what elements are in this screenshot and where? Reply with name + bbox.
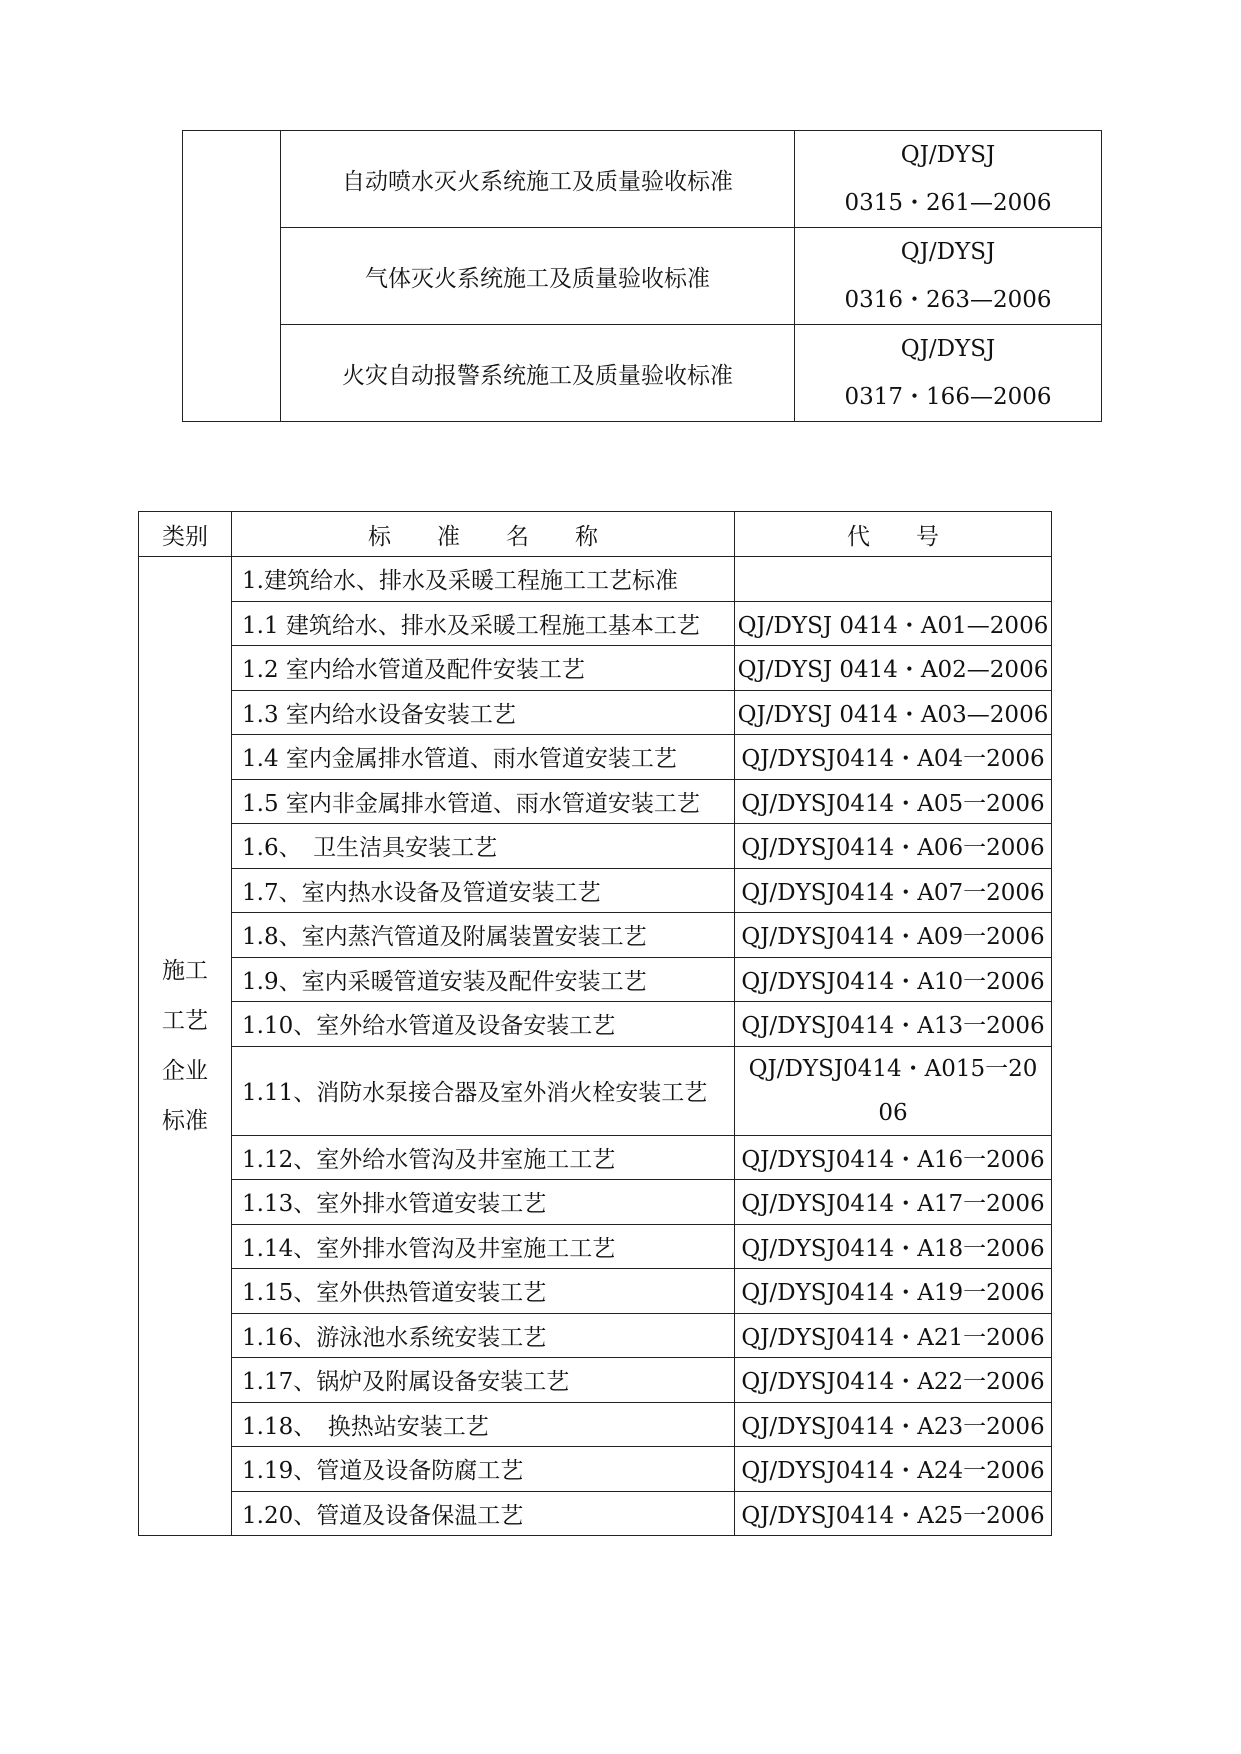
standard-name: 1.3 室内给水设备安装工艺 — [232, 690, 735, 735]
standard-code: QJ/DYSJ0414・A04一2006 — [735, 735, 1052, 780]
standard-code-line1: QJ/DYSJ — [900, 239, 996, 265]
table-row — [139, 1402, 1052, 1447]
standard-code: QJ/DYSJ0414・A22一2006 — [735, 1358, 1052, 1403]
standard-code — [795, 131, 1102, 228]
standard-code: QJ/DYSJ 0414・A02—2006 — [735, 646, 1052, 691]
standard-name: 1.6、 卫生洁具安装工艺 — [232, 824, 735, 869]
standard-name: 1.17、锅炉及附属设备安装工艺 — [232, 1358, 735, 1403]
standard-code: QJ/DYSJ0414・A16一2006 — [735, 1135, 1052, 1180]
table-row — [139, 957, 1052, 1002]
table-row — [183, 131, 1102, 228]
standard-code: QJ/DYSJ0414・A17一2006 — [735, 1180, 1052, 1225]
standard-code: QJ/DYSJ0414・A21一2006 — [735, 1313, 1052, 1358]
table-row — [139, 1491, 1052, 1536]
standard-name: 气体灭火系统施工及质量验收标准 — [281, 228, 795, 325]
standard-name: 1.8、室内蒸汽管道及附属装置安装工艺 — [232, 913, 735, 958]
table-row — [183, 228, 1102, 325]
table-row — [139, 690, 1052, 735]
header-code: 代 号 — [735, 512, 1052, 557]
header-standard-name: 标 准 名 称 — [232, 512, 735, 557]
standard-code: QJ/DYSJ0414・A06一2006 — [735, 824, 1052, 869]
standard-name: 1.5 室内非金属排水管道、雨水管道安装工艺 — [232, 779, 735, 824]
standard-name: 自动喷水灭火系统施工及质量验收标准 — [281, 131, 795, 228]
standard-code: QJ/DYSJ 0414・A01—2006 — [735, 601, 1052, 646]
standards-table-continued — [182, 130, 1102, 422]
category-cell-empty — [183, 131, 281, 422]
standard-name: 1.7、室内热水设备及管道安装工艺 — [232, 868, 735, 913]
standard-code-line2: 0316・263—2006 — [844, 287, 1052, 313]
standard-code — [795, 228, 1102, 325]
standard-name: 1.20、管道及设备保温工艺 — [232, 1491, 735, 1536]
standard-code-empty — [735, 557, 1052, 602]
standard-code: QJ/DYSJ0414・A19一2006 — [735, 1269, 1052, 1314]
table-header-row — [139, 512, 1052, 557]
standard-name: 1.18、 换热站安装工艺 — [232, 1402, 735, 1447]
table-row — [139, 1224, 1052, 1269]
table-row — [139, 779, 1052, 824]
table-row — [139, 646, 1052, 691]
standard-code-text: QJ/DYSJ0414・A015一2006 — [748, 1055, 1038, 1126]
standard-code: QJ/DYSJ0414・A24一2006 — [735, 1447, 1052, 1492]
category-label: 施工工艺企业标准 — [162, 958, 208, 1134]
table-row — [139, 1269, 1052, 1314]
standard-name: 1.16、游泳池水系统安装工艺 — [232, 1313, 735, 1358]
standard-code-line2: 0315・261—2006 — [844, 190, 1052, 216]
standard-name: 1.11、消防水泵接合器及室外消火栓安装工艺 — [232, 1046, 735, 1135]
standard-code-line1: QJ/DYSJ — [900, 336, 996, 362]
table-row — [183, 325, 1102, 422]
header-category: 类别 — [139, 512, 232, 557]
table-row — [139, 868, 1052, 913]
table-row — [139, 824, 1052, 869]
standard-name: 1.12、室外给水管沟及井室施工工艺 — [232, 1135, 735, 1180]
section-title: 1.建筑给水、排水及采暖工程施工工艺标准 — [232, 557, 735, 602]
standard-code: QJ/DYSJ0414・A10一2006 — [735, 957, 1052, 1002]
construction-process-standards-table — [138, 511, 1052, 1536]
standard-name: 1.1 建筑给水、排水及采暖工程施工基本工艺 — [232, 601, 735, 646]
standard-code: QJ/DYSJ0414・A05一2006 — [735, 779, 1052, 824]
table-row — [139, 1046, 1052, 1135]
standard-code — [735, 1046, 1052, 1135]
standard-code: QJ/DYSJ0414・A25一2006 — [735, 1491, 1052, 1536]
standard-code: QJ/DYSJ0414・A07一2006 — [735, 868, 1052, 913]
category-cell — [139, 557, 232, 1536]
standard-name: 1.14、室外排水管沟及井室施工工艺 — [232, 1224, 735, 1269]
standard-name: 1.2 室内给水管道及配件安装工艺 — [232, 646, 735, 691]
standard-code: QJ/DYSJ 0414・A03—2006 — [735, 690, 1052, 735]
standard-code: QJ/DYSJ0414・A13一2006 — [735, 1002, 1052, 1047]
standard-code: QJ/DYSJ0414・A23一2006 — [735, 1402, 1052, 1447]
table-row — [139, 1358, 1052, 1403]
standard-code: QJ/DYSJ0414・A18一2006 — [735, 1224, 1052, 1269]
standard-name: 1.19、管道及设备防腐工艺 — [232, 1447, 735, 1492]
table-row — [139, 735, 1052, 780]
table-row — [139, 557, 1052, 602]
standard-name: 火灾自动报警系统施工及质量验收标准 — [281, 325, 795, 422]
table-row — [139, 1180, 1052, 1225]
standard-name: 1.10、室外给水管道及设备安装工艺 — [232, 1002, 735, 1047]
table-row — [139, 913, 1052, 958]
standard-name: 1.13、室外排水管道安装工艺 — [232, 1180, 735, 1225]
standard-code-line2: 0317・166—2006 — [844, 384, 1052, 410]
table-row — [139, 1447, 1052, 1492]
table-row — [139, 1002, 1052, 1047]
table-row — [139, 1313, 1052, 1358]
table-row — [139, 1135, 1052, 1180]
standard-name: 1.9、室内采暖管道安装及配件安装工艺 — [232, 957, 735, 1002]
standard-code-line1: QJ/DYSJ — [900, 142, 996, 168]
standard-name: 1.15、室外供热管道安装工艺 — [232, 1269, 735, 1314]
standard-name: 1.4 室内金属排水管道、雨水管道安装工艺 — [232, 735, 735, 780]
standard-code: QJ/DYSJ0414・A09一2006 — [735, 913, 1052, 958]
table-row — [139, 601, 1052, 646]
standard-code — [795, 325, 1102, 422]
